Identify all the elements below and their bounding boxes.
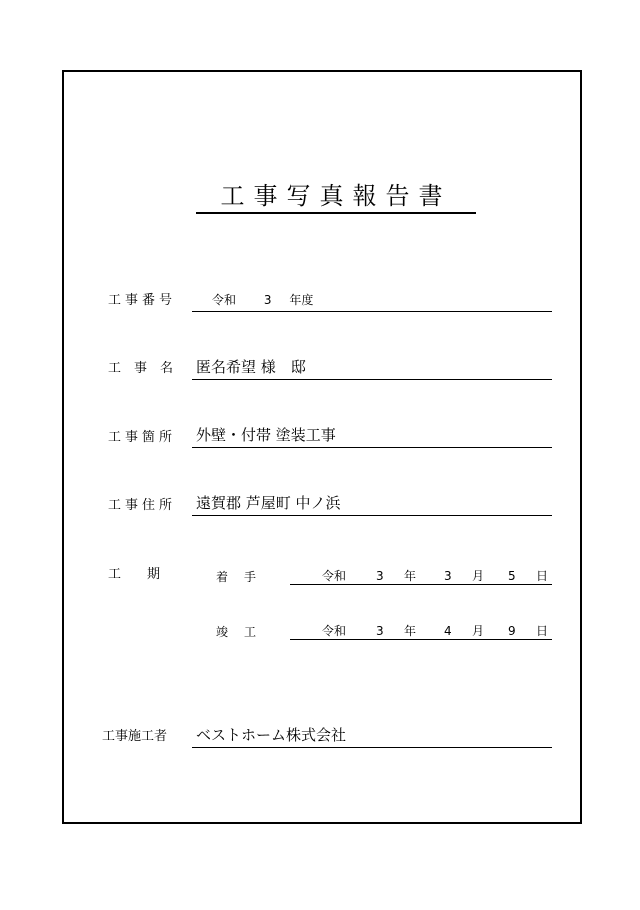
period-end-year-unit: 年 xyxy=(404,624,417,638)
period-start-label xyxy=(216,568,276,586)
period-start-month-unit: 月 xyxy=(472,569,485,583)
construction-location-label-text: 工事箇所 xyxy=(108,430,177,445)
period-start-era: 令和 xyxy=(322,569,347,583)
construction-name-label-text: 工 事 名 xyxy=(108,361,174,376)
construction-name-value: 匿名希望 様 邸 xyxy=(196,358,306,376)
contractor-rule xyxy=(192,747,552,748)
construction-number-year: 3 xyxy=(263,293,272,307)
period-start-day-unit: 日 xyxy=(536,569,549,583)
construction-location-label xyxy=(108,429,180,447)
construction-number-rule xyxy=(192,311,552,312)
contractor-label xyxy=(102,728,182,746)
construction-number-suffix: 年度 xyxy=(289,293,314,307)
period-end-era: 令和 xyxy=(322,624,347,638)
contractor-value: ベストホーム株式会社 xyxy=(196,726,347,744)
period-start-month: 3 xyxy=(444,569,452,583)
construction-period-label-text: 工 期 xyxy=(108,567,161,582)
construction-period-label xyxy=(108,566,180,584)
construction-name-rule xyxy=(192,379,552,380)
document-title: 工事写真報告書 xyxy=(220,182,452,210)
construction-address-value: 遠賀郡 芦屋町 中ノ浜 xyxy=(196,494,341,512)
construction-name-label xyxy=(108,360,180,378)
construction-number-label-text: 工事番号 xyxy=(108,293,177,308)
construction-number-label xyxy=(108,292,180,310)
period-end-label xyxy=(216,623,276,641)
period-start-day: 5 xyxy=(508,569,516,583)
period-start-label-text: 着 手 xyxy=(216,570,259,584)
construction-address-label xyxy=(108,497,180,515)
period-end-month: 4 xyxy=(444,624,452,638)
construction-number-era: 令和 xyxy=(212,293,237,307)
construction-address-label-text: 工事住所 xyxy=(108,498,177,513)
construction-address-rule xyxy=(192,515,552,516)
period-end-year: 3 xyxy=(376,624,384,638)
period-end-day-unit: 日 xyxy=(536,624,549,638)
construction-number-value xyxy=(212,290,313,310)
period-end-rule xyxy=(290,639,552,640)
period-end-day: 9 xyxy=(508,624,516,638)
title-underline xyxy=(196,212,476,214)
construction-location-value: 外壁・付帯 塗装工事 xyxy=(196,426,336,444)
period-start-year-unit: 年 xyxy=(404,569,417,583)
period-end-month-unit: 月 xyxy=(472,624,485,638)
period-start-rule xyxy=(290,584,552,585)
construction-location-rule xyxy=(192,447,552,448)
period-end-label-text: 竣 工 xyxy=(216,625,259,639)
contractor-label-text: 工事施工者 xyxy=(102,729,168,744)
period-start-year: 3 xyxy=(376,569,384,583)
